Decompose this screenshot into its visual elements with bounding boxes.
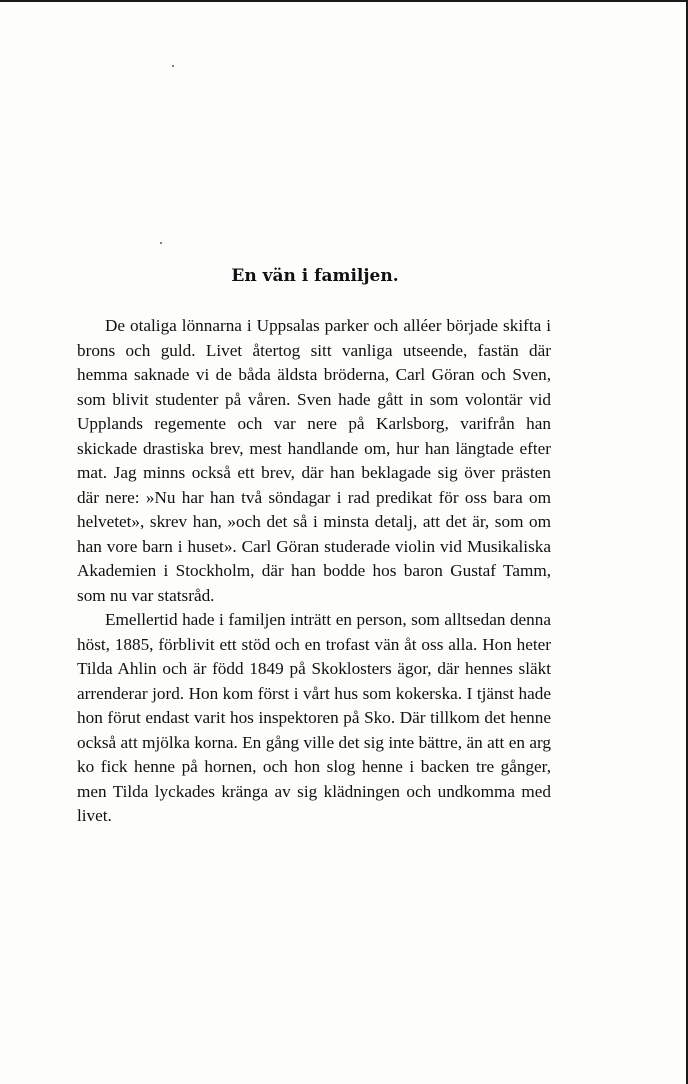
body-text (77, 314, 551, 829)
paper-speck (172, 65, 174, 67)
chapter-title: En vän i familjen. (231, 266, 399, 286)
paragraph: De otaliga lönnarna i Uppsalas parker och alléer började skifta i brons och guld. Livet återtog sitt vanliga utseende, fastän där hemma saknade vi de båda äldsta bröderna, Carl Göran och Sven, som blivit studenter på våren. Sven hade gått in som volontär vid Upplands regemente och var nere på Karlsborg, varifrån han skickade drastiska brev, mest handlande om, hur han längtade efter mat. Jag minns också ett brev, där han beklagade sig över prästen där nere: »Nu har han två söndagar i rad predikat för oss bara om helvetet», skrev han, »och det så i minsta detalj, att det är, som om han vore barn i huset». Carl Göran studerade violin vid Musikaliska Akademien i Stockholm, där han bodde hos baron Gustaf Tamm, som nu var statsråd. (77, 316, 551, 605)
paragraph: Emellertid hade i familjen inträtt en person, som alltsedan denna höst, 1885, förblivit ett stöd och en trofast vän åt oss alla. Hon heter Tilda Ahlin och är född 1849 på Skoklosters ägor, där hennes släkt arrenderar jord. Hon kom först i vårt hus som kokerska. I tjänst hade hon förut endast varit hos inspektoren på Sko. Där tillkom det henne också att mjölka korna. En gång ville det sig inte bättre, än att en arg ko fick henne på hornen, och hon slog henne i backen tre gånger, men Tilda lyckades kränga av sig klädningen och undkomma med livet. (77, 610, 551, 825)
paper-speck (160, 242, 162, 244)
scan-top-edge (0, 0, 688, 2)
